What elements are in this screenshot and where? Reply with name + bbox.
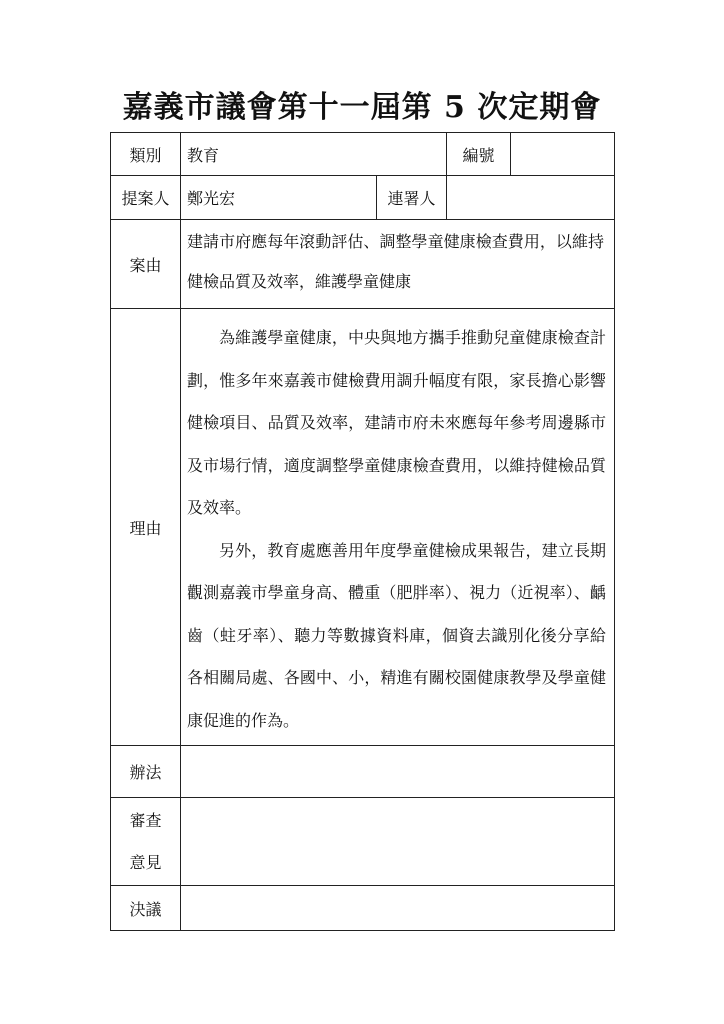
row-case xyxy=(111,220,614,309)
reason-text xyxy=(181,309,614,745)
row-proposer xyxy=(111,176,614,220)
number-value xyxy=(511,133,614,175)
case-label: 案由 xyxy=(111,220,181,308)
category-value: 教育 xyxy=(181,133,447,175)
review-label-line2: 意見 xyxy=(129,852,162,872)
cosigner-label: 連署人 xyxy=(377,176,447,219)
proposer-value: 鄭光宏 xyxy=(181,176,377,219)
row-category xyxy=(111,133,614,176)
row-reason xyxy=(111,309,614,746)
proposal-form xyxy=(110,132,615,931)
review-label-line1: 審查 xyxy=(129,810,162,830)
cosigner-value xyxy=(447,176,614,219)
resolution-label: 決議 xyxy=(111,886,181,930)
category-label: 類別 xyxy=(111,133,181,175)
reason-paragraph-2: 另外，教育處應善用年度學童健檢成果報告，建立長期觀測嘉義市學童身高、體重（肥胖率）、視力（近視率）、齲齒（蛀牙率）、聽力等數據資料庫，個資去識別化後分享給各相關局處、各國中、小，精進有關校園健康教學及學童健康促進的作為。 xyxy=(187,540,606,730)
review-label xyxy=(111,798,181,885)
number-label: 編號 xyxy=(447,133,511,175)
method-label: 辦法 xyxy=(111,746,181,797)
proposer-label: 提案人 xyxy=(111,176,181,219)
review-value xyxy=(181,798,614,885)
method-value xyxy=(181,746,614,797)
row-method xyxy=(111,746,614,798)
resolution-value xyxy=(181,886,614,930)
case-text: 建請市府應每年滾動評估、調整學童健康檢查費用，以維持健檢品質及效率，維護學童健康 xyxy=(187,232,604,291)
reason-paragraph-1: 為維護學童健康，中央與地方攜手推動兒童健康檢查計劃，惟多年來嘉義市健檢費用調升幅度有限，家長擔心影響健檢項目、品質及效率，建請市府未來應每年參考周邊縣市及市場行情，適度調整學童健康檢查費用，以維持健檢品質及效率。 xyxy=(187,328,606,517)
reason-label: 理由 xyxy=(111,309,181,745)
row-resolution xyxy=(111,886,614,930)
page-title: 嘉義市議會第十一屆第 5 次定期會 xyxy=(122,90,602,125)
row-review xyxy=(111,798,614,886)
